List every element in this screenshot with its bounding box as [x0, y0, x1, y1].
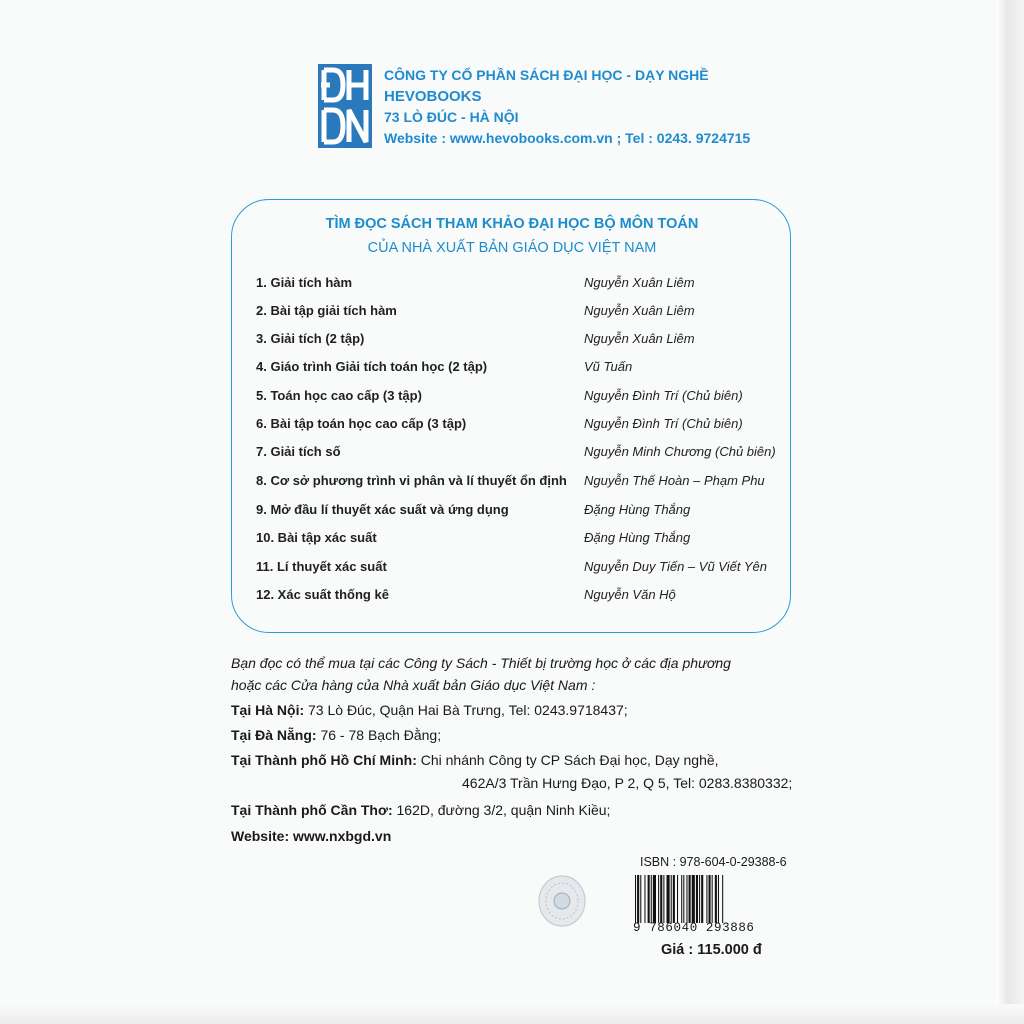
book-item: [256, 500, 796, 520]
barcode-bar: [673, 875, 675, 923]
reading-list-header: [0, 214, 1024, 258]
barcode-bar: [686, 875, 687, 923]
publisher-logo: [318, 64, 372, 148]
book-title: 5. Toán học cao cấp (3 tập): [256, 388, 422, 403]
book-item: [256, 301, 796, 321]
page-edge-bottom: [0, 1004, 1024, 1024]
publisher-info: [384, 65, 750, 149]
page-edge-right: [996, 0, 1024, 1024]
book-author: Vũ Tuấn: [584, 359, 633, 374]
book-title: 8. Cơ sở phương trình vi phân và lí thuyết ổn định: [256, 473, 567, 488]
barcode-bar: [683, 875, 684, 923]
publisher-contact: Website : www.hevobooks.com.vn ; Tel : 0243. 9724715: [384, 130, 751, 146]
barcode-bar: [671, 875, 672, 923]
publisher-address: 73 LÒ ĐÚC - HÀ NỘI: [384, 109, 519, 125]
barcode-bar: [651, 875, 652, 923]
isbn-number: ISBN : 978-604-0-29388-6: [640, 855, 787, 869]
book-title: 11. Lí thuyết xác suất: [256, 559, 387, 574]
barcode-bar: [692, 875, 695, 923]
book-item: [256, 442, 796, 462]
barcode-bar: [689, 875, 691, 923]
website-url: : www.nxbgd.vn: [284, 828, 392, 844]
store-hanoi-address: 73 Lò Đúc, Quận Hai Bà Trưng, Tel: 0243.9718437;: [304, 702, 628, 718]
book-title: 7. Giải tích số: [256, 444, 341, 459]
barcode-bar: [718, 875, 719, 923]
barcode-bar: [658, 875, 659, 923]
book-author: Nguyễn Văn Hộ: [584, 587, 676, 602]
barcode-bar: [722, 875, 723, 923]
price: Giá : 115.000 đ: [661, 942, 762, 958]
book-item: [256, 471, 796, 491]
book-item: [256, 414, 796, 434]
book-author: Nguyễn Minh Chương (Chủ biên): [584, 444, 776, 459]
store-danang-address: 76 - 78 Bạch Đằng;: [316, 727, 442, 743]
book-item: [256, 585, 796, 605]
publisher-brand: HEVOBOOKS: [384, 88, 482, 105]
reading-list-subheading: CỦA NHÀ XUẤT BẢN GIÁO DỤC VIỆT NAM: [367, 240, 657, 256]
store-danang: [231, 725, 441, 745]
barcode-bar: [663, 875, 664, 923]
book-title: 9. Mở đầu lí thuyết xác suất và ứng dụng: [256, 502, 509, 517]
book-item: [256, 329, 796, 349]
book-author: Đặng Hùng Thắng: [584, 502, 691, 517]
book-author: Nguyễn Xuân Liêm: [584, 275, 695, 290]
barcode-bar: [635, 875, 636, 923]
book-author: Nguyễn Đình Trí (Chủ biên): [584, 416, 743, 431]
publisher-company: CÔNG TY CỔ PHẦN SÁCH ĐẠI HỌC - DẠY NGHỀ: [384, 67, 709, 83]
barcode-bar: [653, 875, 656, 923]
barcode-bar: [709, 875, 711, 923]
book-item: [256, 273, 796, 293]
book-title: 3. Giải tích (2 tập): [256, 331, 365, 346]
publisher-logo-mark: [318, 64, 372, 148]
barcode-bar: [699, 875, 700, 923]
book-author: Nguyễn Đình Trí (Chủ biên): [584, 388, 743, 403]
barcode-bar: [637, 875, 639, 923]
barcode: [633, 875, 777, 923]
store-hanoi: [231, 700, 628, 720]
barcode-bar: [706, 875, 707, 923]
barcode-bar: [681, 875, 682, 923]
purchase-intro-2: hoặc các Cửa hàng của Nhà xuất bản Giáo dục Việt Nam :: [231, 677, 596, 693]
book-item: [256, 557, 796, 577]
book-author: Nguyễn Xuân Liêm: [584, 303, 695, 318]
store-hcm-address: Chi nhánh Công ty CP Sách Đại học, Dạy nghề,: [416, 752, 719, 768]
book-title: 1. Giải tích hàm: [256, 275, 353, 290]
reading-list-heading: TÌM ĐỌC SÁCH THAM KHẢO ĐẠI HỌC BỘ MÔN TOÁN: [325, 216, 699, 232]
barcode-bar: [715, 875, 717, 923]
book-item: [256, 357, 796, 377]
book-title: 4. Giáo trình Giải tích toán học (2 tập): [256, 359, 488, 374]
book-author: Nguyễn Xuân Liêm: [584, 331, 695, 346]
website-label: Website: [231, 828, 285, 844]
book-author: Đặng Hùng Thắng: [584, 530, 691, 545]
website: [231, 826, 391, 846]
barcode-bar: [701, 875, 703, 923]
store-cantho-address: 162D, đường 3/2, quận Ninh Kiều;: [392, 802, 611, 818]
barcode-bar: [677, 875, 678, 923]
book-title: 6. Bài tập toán học cao cấp (3 tập): [256, 416, 467, 431]
book-item: [256, 528, 796, 548]
barcode-bar: [696, 875, 698, 923]
store-hcm-address-2: 462A/3 Trần Hưng Đạo, P 2, Q 5, Tel: 0283.8380332;: [462, 775, 793, 791]
store-danang-label: Tại Đà Nẵng:: [231, 727, 317, 743]
store-cantho: [231, 800, 610, 820]
book-title: 2. Bài tập giải tích hàm: [256, 303, 397, 318]
barcode-bar: [667, 875, 670, 923]
book-author: Nguyễn Duy Tiến – Vũ Viết Yên: [584, 559, 767, 574]
store-hcm: [231, 750, 719, 770]
hologram-stamp-icon: [537, 874, 587, 928]
barcode-digits: 9 786040 293886: [633, 921, 755, 935]
book-title: 10. Bài tập xác suất: [256, 530, 377, 545]
barcode-bar: [644, 875, 645, 923]
store-cantho-label: Tại Thành phố Cần Thơ:: [231, 802, 393, 818]
purchase-intro-1: Bạn đọc có thể mua tại các Công ty Sách - Thiết bị trường học ở các địa phương: [231, 655, 731, 671]
book-title: 12. Xác suất thống kê: [256, 587, 389, 602]
barcode-bar: [640, 875, 641, 923]
store-hanoi-label: Tại Hà Nội:: [231, 702, 305, 718]
barcode-bar: [712, 875, 713, 923]
barcode-bar: [660, 875, 662, 923]
book-item: [256, 386, 796, 406]
barcode-bar: [648, 875, 650, 923]
book-author: Nguyễn Thế Hoàn – Phạm Phu: [584, 473, 765, 488]
store-hcm-label: Tại Thành phố Hồ Chí Minh:: [231, 752, 417, 768]
